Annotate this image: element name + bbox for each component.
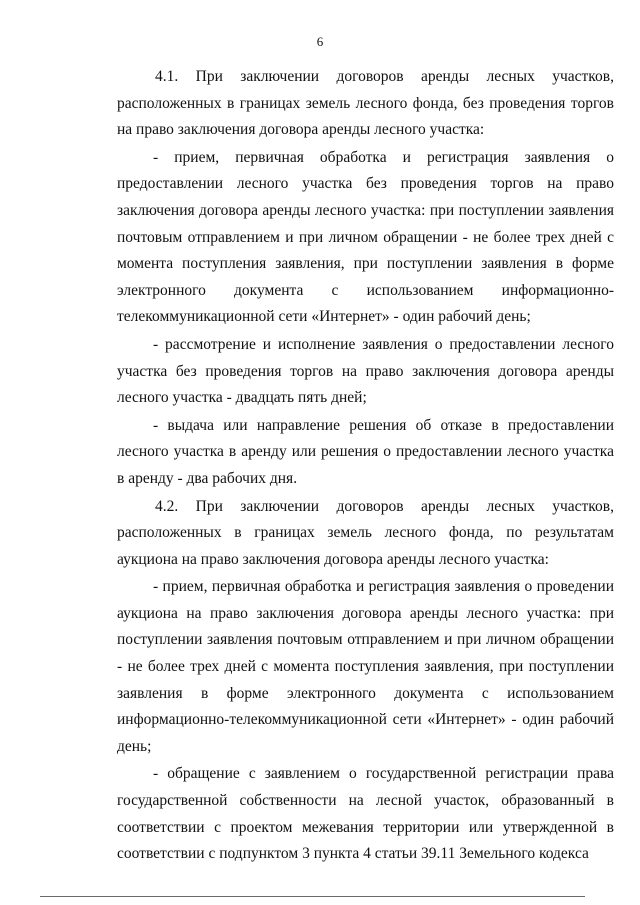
bottom-rule bbox=[40, 896, 585, 897]
paragraph-item: - рассмотрение и исполнение заявления о предоставлении лесного участка без проведения торгов на право заключения договора аренды лесного участка - двадцать пять дней; bbox=[117, 335, 614, 407]
document-body bbox=[117, 64, 614, 868]
paragraph-item: - прием, первичная обработка и регистрация заявления о проведении аукциона на право заключения договора аренды лесного участка: при поступлении заявления почтовым отправлением и при личном обращении - не более трех дней с момента поступления заявления, при поступлении заявления в форме электронного документа с использованием информационно-телекоммуникационной сети «Интернет» - один рабочий день; bbox=[117, 578, 614, 755]
paragraph-item: - обращение с заявлением о государственной регистрации права государственной собственности на лесной участок, образованный в соответствии с проектом межевания территории или утвержденной в соответствии с подпунктом 3 пункта 4 статьи 39.11 Земельного кодекса bbox=[117, 765, 614, 863]
paragraph-item: - выдача или направление решения об отказе в предоставлении лесного участка в аренду или решения о предоставлении лесного участка в аренду - два рабочих дня. bbox=[117, 416, 614, 487]
page-number: 6 bbox=[316, 34, 324, 49]
paragraph-4-1: 4.1. При заключении договоров аренды лесных участков, расположенных в границах земель лесного фонда, без проведения торгов на право заключения договора аренды лесного участка: bbox=[117, 68, 614, 139]
paragraph-item: - прием, первичная обработка и регистрация заявления о предоставлении лесного участка без проведения торгов на право заключения договора аренды лесного участка: при поступлении заявления почтовым отправлением и при личном обращении - не более трех дней с момента поступления заявления, при поступлении заявления в форме электронного документа с использованием информационно-телекоммуникационной сети «Интернет» - один рабочий день; bbox=[117, 148, 614, 326]
paragraph-4-2: 4.2. При заключении договоров аренды лесных участков, расположенных в границах земель лесного фонда, по результатам аукциона на право заключения договора аренды лесного участка: bbox=[117, 497, 614, 568]
